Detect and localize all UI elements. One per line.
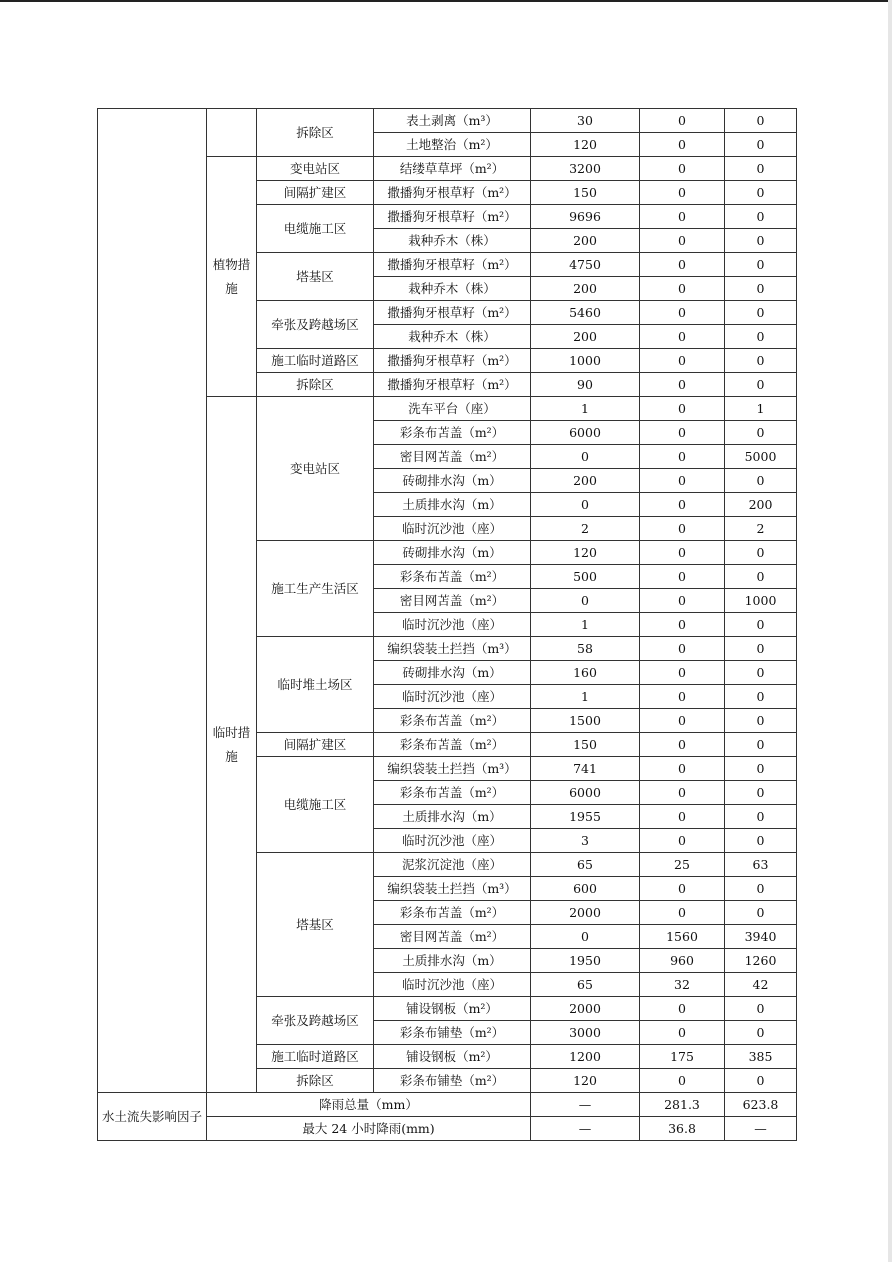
- page-top-rule: [0, 0, 892, 2]
- measure-name-cell: 砖砌排水沟（m）: [374, 469, 531, 493]
- factor-name-cell: 最大 24 小时降雨(mm): [207, 1117, 531, 1141]
- measure-name-cell: 土质排水沟（m）: [374, 805, 531, 829]
- value-cell-1: —: [531, 1093, 640, 1117]
- measure-name-cell: 彩条布铺垫（m²）: [374, 1021, 531, 1045]
- value-cell-3: 0: [725, 781, 797, 805]
- value-cell-3: 0: [725, 565, 797, 589]
- value-cell-2: 0: [640, 709, 725, 733]
- value-cell-2: 0: [640, 517, 725, 541]
- value-cell-3: 0: [725, 541, 797, 565]
- measure-name-cell: 撒播狗牙根草籽（m²）: [374, 301, 531, 325]
- value-cell-2: 0: [640, 253, 725, 277]
- zone-cell: 拆除区: [257, 109, 374, 157]
- value-cell-2: 0: [640, 397, 725, 421]
- value-cell-2: 0: [640, 181, 725, 205]
- value-cell-1: 1: [531, 613, 640, 637]
- value-cell-1: 1: [531, 685, 640, 709]
- value-cell-2: 960: [640, 949, 725, 973]
- value-cell-3: 0: [725, 157, 797, 181]
- value-cell-1: 150: [531, 181, 640, 205]
- value-cell-3: 0: [725, 709, 797, 733]
- value-cell-2: 0: [640, 421, 725, 445]
- value-cell-3: 0: [725, 757, 797, 781]
- value-cell-1: 4750: [531, 253, 640, 277]
- zone-cell: 拆除区: [257, 1069, 374, 1093]
- value-cell-3: 0: [725, 421, 797, 445]
- measure-name-cell: 砖砌排水沟（m）: [374, 541, 531, 565]
- value-cell-1: 1000: [531, 349, 640, 373]
- value-cell-1: 120: [531, 541, 640, 565]
- page-right-edge: [888, 0, 892, 1262]
- measure-name-cell: 撒播狗牙根草籽（m²）: [374, 205, 531, 229]
- value-cell-2: 0: [640, 565, 725, 589]
- measure-category-cell: 临时措施: [207, 397, 257, 1093]
- value-cell-1: 6000: [531, 421, 640, 445]
- measure-name-cell: 栽种乔木（株）: [374, 325, 531, 349]
- measure-name-cell: 编织袋装土拦挡（m³）: [374, 877, 531, 901]
- factor-name-cell: 降雨总量（mm）: [207, 1093, 531, 1117]
- value-cell-2: 0: [640, 229, 725, 253]
- measure-name-cell: 土质排水沟（m）: [374, 493, 531, 517]
- value-cell-3: 1260: [725, 949, 797, 973]
- measure-name-cell: 临时沉沙池（座）: [374, 517, 531, 541]
- measure-name-cell: 撒播狗牙根草籽（m²）: [374, 349, 531, 373]
- value-cell-1: 3: [531, 829, 640, 853]
- value-cell-1: 58: [531, 637, 640, 661]
- value-cell-2: 0: [640, 733, 725, 757]
- measure-name-cell: 密目网苫盖（m²）: [374, 925, 531, 949]
- value-cell-2: 0: [640, 349, 725, 373]
- zone-cell: 施工临时道路区: [257, 1045, 374, 1069]
- value-cell-2: 0: [640, 445, 725, 469]
- value-cell-1: 200: [531, 229, 640, 253]
- zone-cell: 施工临时道路区: [257, 349, 374, 373]
- value-cell-1: 0: [531, 589, 640, 613]
- zone-cell: 临时堆土场区: [257, 637, 374, 733]
- measure-name-cell: 表土剥离（m³）: [374, 109, 531, 133]
- value-cell-3: 2: [725, 517, 797, 541]
- value-cell-1: 120: [531, 133, 640, 157]
- value-cell-2: 0: [640, 493, 725, 517]
- zone-cell: 电缆施工区: [257, 757, 374, 853]
- value-cell-2: 281.3: [640, 1093, 725, 1117]
- value-cell-3: 0: [725, 1069, 797, 1093]
- value-cell-3: 0: [725, 901, 797, 925]
- value-cell-3: 200: [725, 493, 797, 517]
- value-cell-1: 600: [531, 877, 640, 901]
- value-cell-2: 0: [640, 589, 725, 613]
- measure-name-cell: 彩条布苫盖（m²）: [374, 733, 531, 757]
- value-cell-2: 0: [640, 805, 725, 829]
- measure-name-cell: 编织袋装土拦挡（m³）: [374, 637, 531, 661]
- measure-name-cell: 栽种乔木（株）: [374, 229, 531, 253]
- value-cell-2: 0: [640, 1069, 725, 1093]
- measure-name-cell: 土地整治（m²）: [374, 133, 531, 157]
- factor-row: [98, 1093, 797, 1117]
- value-cell-1: 3000: [531, 1021, 640, 1045]
- value-cell-3: 63: [725, 853, 797, 877]
- value-cell-1: 65: [531, 853, 640, 877]
- zone-cell: 间隔扩建区: [257, 733, 374, 757]
- value-cell-1: 1500: [531, 709, 640, 733]
- value-cell-1: 2: [531, 517, 640, 541]
- value-cell-3: 0: [725, 253, 797, 277]
- value-cell-1: 200: [531, 277, 640, 301]
- measure-name-cell: 临时沉沙池（座）: [374, 685, 531, 709]
- value-cell-3: 0: [725, 229, 797, 253]
- value-cell-3: 0: [725, 301, 797, 325]
- table-body: [98, 109, 797, 1141]
- value-cell-2: 25: [640, 853, 725, 877]
- value-cell-3: 0: [725, 325, 797, 349]
- value-cell-1: 65: [531, 973, 640, 997]
- zone-cell: 塔基区: [257, 853, 374, 997]
- measure-name-cell: 编织袋装土拦挡（m³）: [374, 757, 531, 781]
- value-cell-1: 9696: [531, 205, 640, 229]
- measure-name-cell: 栽种乔木（株）: [374, 277, 531, 301]
- value-cell-2: 0: [640, 1021, 725, 1045]
- measure-name-cell: 密目网苫盖（m²）: [374, 589, 531, 613]
- value-cell-2: 1560: [640, 925, 725, 949]
- value-cell-3: 0: [725, 1021, 797, 1045]
- value-cell-2: 0: [640, 781, 725, 805]
- value-cell-3: 0: [725, 805, 797, 829]
- value-cell-3: 0: [725, 661, 797, 685]
- value-cell-1: 30: [531, 109, 640, 133]
- value-cell-2: 0: [640, 157, 725, 181]
- value-cell-2: 0: [640, 469, 725, 493]
- value-cell-1: 6000: [531, 781, 640, 805]
- zone-cell: 变电站区: [257, 397, 374, 541]
- value-cell-2: 32: [640, 973, 725, 997]
- value-cell-3: 42: [725, 973, 797, 997]
- value-cell-1: 150: [531, 733, 640, 757]
- zone-cell: 拆除区: [257, 373, 374, 397]
- measure-name-cell: 彩条布苫盖（m²）: [374, 565, 531, 589]
- value-cell-1: 500: [531, 565, 640, 589]
- zone-cell: 牵张及跨越场区: [257, 301, 374, 349]
- project-column-cell: [98, 109, 207, 1093]
- value-cell-2: 175: [640, 1045, 725, 1069]
- value-cell-3: 0: [725, 829, 797, 853]
- value-cell-2: 0: [640, 877, 725, 901]
- value-cell-1: 0: [531, 493, 640, 517]
- value-cell-2: 0: [640, 901, 725, 925]
- value-cell-3: 1000: [725, 589, 797, 613]
- value-cell-3: 0: [725, 181, 797, 205]
- measure-name-cell: 临时沉沙池（座）: [374, 613, 531, 637]
- value-cell-2: 0: [640, 685, 725, 709]
- value-cell-1: 2000: [531, 997, 640, 1021]
- value-cell-2: 0: [640, 109, 725, 133]
- value-cell-2: 0: [640, 205, 725, 229]
- measure-name-cell: 彩条布苫盖（m²）: [374, 901, 531, 925]
- zone-cell: 变电站区: [257, 157, 374, 181]
- value-cell-2: 36.8: [640, 1117, 725, 1141]
- measure-name-cell: 撒播狗牙根草籽（m²）: [374, 181, 531, 205]
- value-cell-2: 0: [640, 133, 725, 157]
- measure-name-cell: 铺设钢板（m²）: [374, 997, 531, 1021]
- value-cell-1: 160: [531, 661, 640, 685]
- measure-name-cell: 撒播狗牙根草籽（m²）: [374, 253, 531, 277]
- value-cell-1: 200: [531, 325, 640, 349]
- value-cell-2: 0: [640, 997, 725, 1021]
- value-cell-1: 0: [531, 445, 640, 469]
- measure-name-cell: 结缕草草坪（m²）: [374, 157, 531, 181]
- zone-cell: 牵张及跨越场区: [257, 997, 374, 1045]
- value-cell-3: 3940: [725, 925, 797, 949]
- measure-name-cell: 彩条布铺垫（m²）: [374, 1069, 531, 1093]
- value-cell-3: 0: [725, 205, 797, 229]
- measure-name-cell: 砖砌排水沟（m）: [374, 661, 531, 685]
- factor-label-cell: 水土流失影响因子: [98, 1093, 207, 1141]
- measure-name-cell: 临时沉沙池（座）: [374, 973, 531, 997]
- measure-name-cell: 密目网苫盖（m²）: [374, 445, 531, 469]
- measure-category-cell: [207, 109, 257, 157]
- value-cell-2: 0: [640, 277, 725, 301]
- measure-name-cell: 彩条布苫盖（m²）: [374, 781, 531, 805]
- value-cell-1: 2000: [531, 901, 640, 925]
- value-cell-3: 623.8: [725, 1093, 797, 1117]
- value-cell-2: 0: [640, 301, 725, 325]
- measure-category-cell: 植物措施: [207, 157, 257, 397]
- value-cell-3: 0: [725, 637, 797, 661]
- value-cell-3: 0: [725, 373, 797, 397]
- value-cell-1: 200: [531, 469, 640, 493]
- value-cell-3: 385: [725, 1045, 797, 1069]
- measure-name-cell: 洗车平台（座）: [374, 397, 531, 421]
- value-cell-3: —: [725, 1117, 797, 1141]
- value-cell-1: 1200: [531, 1045, 640, 1069]
- value-cell-1: 1: [531, 397, 640, 421]
- measure-name-cell: 土质排水沟（m）: [374, 949, 531, 973]
- value-cell-1: 90: [531, 373, 640, 397]
- measure-name-cell: 彩条布苫盖（m²）: [374, 709, 531, 733]
- value-cell-1: —: [531, 1117, 640, 1141]
- value-cell-1: 1950: [531, 949, 640, 973]
- value-cell-1: 120: [531, 1069, 640, 1093]
- value-cell-3: 0: [725, 997, 797, 1021]
- zone-cell: 塔基区: [257, 253, 374, 301]
- value-cell-2: 0: [640, 373, 725, 397]
- value-cell-3: 0: [725, 613, 797, 637]
- value-cell-1: 5460: [531, 301, 640, 325]
- zone-cell: 电缆施工区: [257, 205, 374, 253]
- value-cell-2: 0: [640, 661, 725, 685]
- value-cell-3: 0: [725, 685, 797, 709]
- value-cell-1: 3200: [531, 157, 640, 181]
- value-cell-3: 0: [725, 877, 797, 901]
- value-cell-3: 0: [725, 277, 797, 301]
- measure-name-cell: 泥浆沉淀池（座）: [374, 853, 531, 877]
- soil-conservation-measures-table: [97, 108, 797, 1141]
- value-cell-2: 0: [640, 325, 725, 349]
- value-cell-3: 0: [725, 349, 797, 373]
- value-cell-3: 1: [725, 397, 797, 421]
- value-cell-2: 0: [640, 637, 725, 661]
- measure-name-cell: 临时沉沙池（座）: [374, 829, 531, 853]
- value-cell-2: 0: [640, 613, 725, 637]
- measure-name-cell: 撒播狗牙根草籽（m²）: [374, 373, 531, 397]
- value-cell-2: 0: [640, 829, 725, 853]
- zone-cell: 施工生产生活区: [257, 541, 374, 637]
- zone-cell: 间隔扩建区: [257, 181, 374, 205]
- value-cell-2: 0: [640, 541, 725, 565]
- value-cell-3: 0: [725, 109, 797, 133]
- value-cell-3: 0: [725, 733, 797, 757]
- value-cell-3: 0: [725, 469, 797, 493]
- value-cell-1: 0: [531, 925, 640, 949]
- value-cell-1: 741: [531, 757, 640, 781]
- value-cell-2: 0: [640, 757, 725, 781]
- value-cell-1: 1955: [531, 805, 640, 829]
- value-cell-3: 5000: [725, 445, 797, 469]
- table-row: [98, 109, 797, 133]
- measure-name-cell: 彩条布苫盖（m²）: [374, 421, 531, 445]
- value-cell-3: 0: [725, 133, 797, 157]
- measure-name-cell: 铺设钢板（m²）: [374, 1045, 531, 1069]
